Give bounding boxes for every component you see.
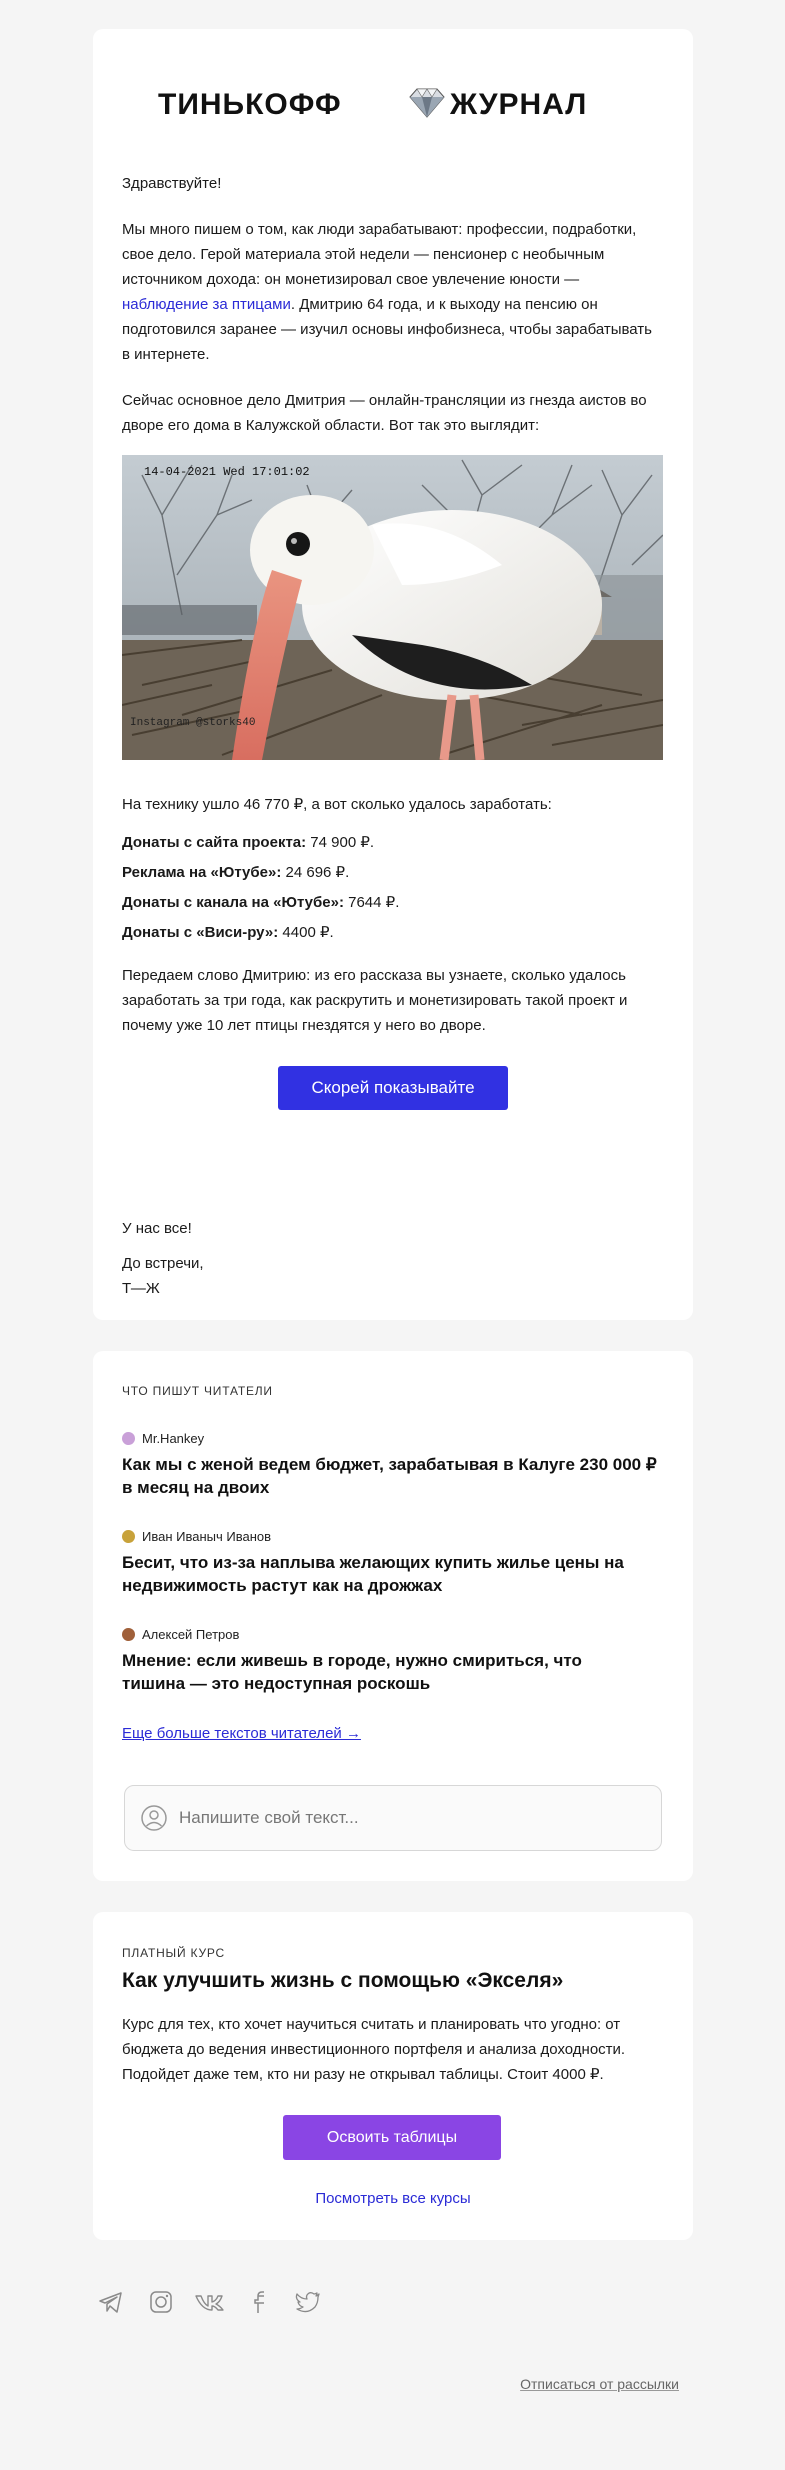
income-value: 74 900 ₽. [306,834,375,851]
income-label: Донаты с канала на «Ютубе»: [122,894,344,911]
write-text-input[interactable] [124,1785,662,1851]
logo-text-right: ЖУРНАЛ [450,88,588,121]
reader-author [122,1431,662,1446]
income-item [122,918,662,948]
input-placeholder: Напишите свой текст... [179,1808,359,1827]
avatar [122,1432,135,1445]
more-reader-texts-link[interactable]: Еще больше текстов читателей → [122,1725,361,1742]
story-paragraph: Передаем слово Дмитрию: из его рассказа вы узнаете, сколько удалось заработать за три года, как раскрутить и монетизировать такой проект и почему уже 10 лет птицы гнездятся у него во дворе. [122,967,628,1034]
avatar [122,1530,135,1543]
unsubscribe-link[interactable]: Отписаться от рассылки [520,2376,679,2392]
readers-heading: ЧТО ПИШУТ ЧИТАТЕЛИ [122,1384,273,1398]
user-icon [141,1805,167,1831]
income-item [122,828,662,858]
avatar [122,1628,135,1641]
intro-text: Мы много пишем о том, как люди зарабатывают: профессии, подработки, свое дело. Герой материала этой недели — пенсионер с необычным источником дохода: он монетизировал свое увлечение юности — [122,221,637,288]
reader-post-title[interactable]: Бесит, что из-за наплыва желающих купить жилье цены на недвижимость растут как на дрожжах [122,1553,624,1595]
closing-text: У нас все! [122,1220,192,1237]
equipment-paragraph: На технику ушло 46 770 ₽, а вот сколько удалось заработать: [122,796,552,813]
course-description: Курс для тех, кто хочет научиться считать и планировать что угодно: от бюджета до ведения инвестиционного портфеля и анализа доходности. Подойдет даже тем, кто ни разу не открывал таблицы. Стоит 4000 ₽. [122,2016,626,2083]
course-label: ПЛАТНЫЙ КУРС [122,1946,226,1960]
photo-timestamp: 14-04-2021 Wed 17:01:02 [144,465,310,479]
letter-card [93,29,693,1320]
income-value: 4400 ₽. [278,924,334,941]
signoff-text: До встречи, [122,1255,204,1272]
read-story-button[interactable]: Скорей показывайте [278,1066,508,1110]
course-card [93,1912,693,2240]
signature: Т—Ж [122,1280,160,1297]
intro-text-continued: . Дмитрию 64 года, и к выходу на пенсию он подготовился заранее — изучил основы инфобизнеса, чтобы зарабатывать в интернете. [122,296,652,363]
income-item [122,858,662,888]
intro-paragraph [122,217,652,367]
facebook-icon[interactable] [247,2288,275,2316]
tinkoff-journal-logo[interactable] [158,84,628,128]
photo-watermark: Instagram @storks40 [130,717,256,729]
reader-author [122,1529,632,1544]
readers-card [93,1351,693,1881]
income-label: Донаты с сайта проекта: [122,834,307,851]
telegram-icon[interactable] [97,2288,125,2316]
income-item [122,888,662,918]
all-courses-link[interactable]: Посмотреть все курсы [315,2190,471,2207]
reader-post[interactable] [122,1529,632,1597]
instagram-icon[interactable] [147,2288,175,2316]
income-value: 24 696 ₽. [281,864,350,881]
logo-text-left: ТИНЬКОФФ [158,88,342,121]
stork-illustration [122,455,663,760]
course-title: Как улучшить жизнь с помощью «Экселя» [122,1969,564,1992]
reader-post-title[interactable]: Мнение: если живешь в городе, нужно смириться, что тишина — это недоступная роскошь [122,1651,582,1693]
income-label: Донаты с «Виси-ру»: [122,924,279,941]
diamond-icon [408,87,446,119]
reader-post[interactable] [122,1627,612,1695]
greeting: Здравствуйте! [122,175,222,192]
reader-post-title[interactable]: Как мы с женой ведем бюджет, зарабатывая в Калуге 230 000 ₽ в месяц на двоих [122,1455,657,1497]
twitter-icon[interactable] [294,2288,322,2316]
income-label: Реклама на «Ютубе»: [122,864,282,881]
birdwatching-link[interactable]: наблюдение за птицами [122,296,291,313]
income-list [122,828,662,948]
reader-post[interactable] [122,1431,662,1499]
business-paragraph: Сейчас основное дело Дмитрия — онлайн-трансляции из гнезда аистов во дворе его дома в Калужской области. Вот так это выглядит: [122,392,647,434]
learn-tables-button[interactable]: Освоить таблицы [283,2115,501,2160]
income-value: 7644 ₽. [343,894,400,911]
author-name: Алексей Петров [142,1627,240,1642]
vk-icon[interactable] [194,2288,226,2316]
author-name: Mr.Hankey [142,1431,205,1446]
reader-author [122,1627,612,1642]
author-name: Иван Иваныч Иванов [142,1529,272,1544]
stork-nest-photo[interactable] [122,455,663,760]
